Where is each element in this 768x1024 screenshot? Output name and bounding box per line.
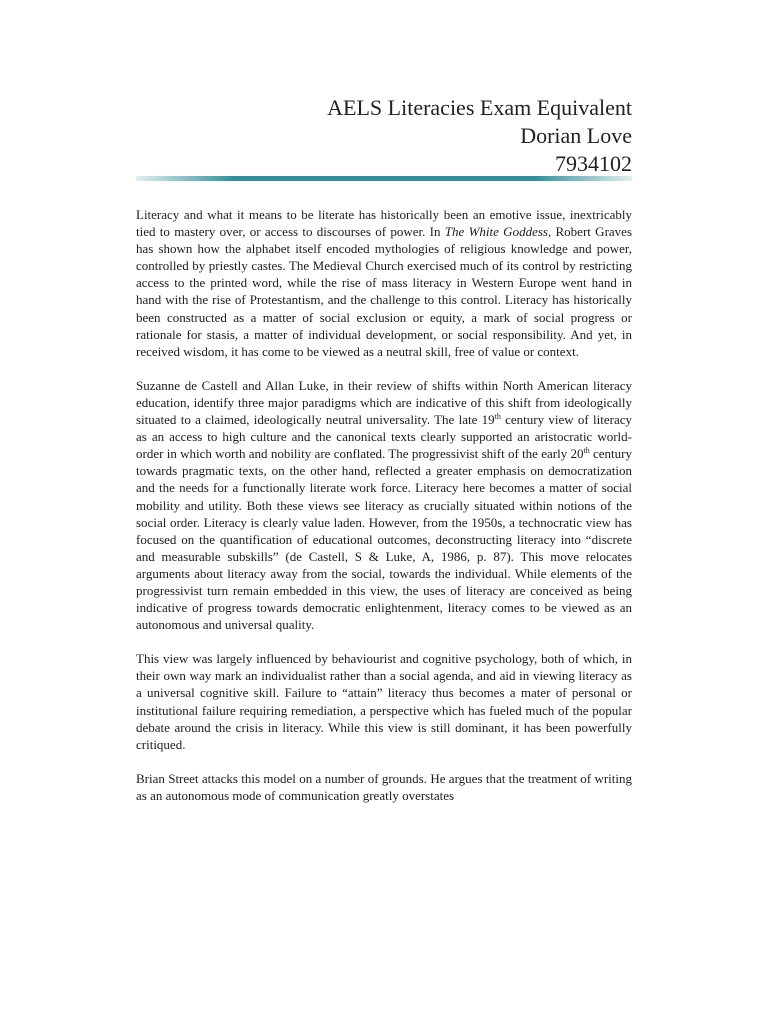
student-number: 7934102 <box>555 151 632 176</box>
paragraph-4: Brian Street attacks this model on a number of grounds. He argues that the treatment of writing as an autonomous mode of communication greatly overstates <box>136 770 632 803</box>
paragraph-2: Suzanne de Castell and Allan Luke, in their review of shifts within North American literacy education, identify three major paradigms which are indicative of this shift from ideologically situated to a claimed, ideologically neutral universality. The late 19th century view of literacy as an access to high culture and the canonical texts clearly supported an aristocratic world-order in which worth and nobility are conflated. The progressivist shift of the early 20th century towards pragmatic texts, on the other hand, reflected a greater emphasis on democratization and the needs for a functionally literate work force. Literacy here becomes a matter of social mobility and utility. Both these views see literacy as crucially situated within notions of the social order. Literacy is clearly value laden. However, from the 1950s, a technocratic view has focused on the quantification of educational outcomes, deconstructing literacy into “discrete and measurable subskills” (de Castell, S & Luke, A, 1986, p. 87). This move relocates arguments about literacy away from the social, towards the individual. While elements of the progressivist turn remain embedded in this view, the uses of literacy are conceived as being indicative of progress towards democratic enlightenment, literacy comes to be viewed as an autonomous and universal quality. <box>136 377 632 633</box>
author-name: Dorian Love <box>520 123 632 148</box>
document-header <box>327 94 632 178</box>
paragraph-3: This view was largely influenced by behaviourist and cognitive psychology, both of which, in their own way mark an individualist rather than a social agenda, and aid in viewing literacy as a universal cognitive skill. Failure to “attain” literacy thus becomes a mater of personal or institutional failure requiring remediation, a perspective which has fueled much of the popular debate around the crisis in literacy. While this view is still dominant, it has been powerfully critiqued. <box>136 651 632 752</box>
document-body <box>136 206 632 821</box>
paragraph-1: Literacy and what it means to be literate has historically been an emotive issue, inextricably tied to mastery over, or access to discourses of power. In The White Goddess, Robert Graves has shown how the alphabet itself encoded mythologies of religious knowledge and power, controlled by priestly castes. The Medieval Church exercised much of its control by restricting access to the printed word, while the rise of mass literacy in Western Europe went hand in hand with the rise of Protestantism, and the challenge to this control. Literacy has historically been constructed as a matter of social exclusion or equity, a mark of social progress or rationale for stasis, a matter of individual development, or social responsibility. And yet, in received wisdom, it has come to be viewed as a neutral skill, free of value or context. <box>136 207 633 359</box>
course-title: AELS Literacies Exam Equivalent <box>327 95 632 120</box>
book-title: The White Goddess <box>444 224 548 240</box>
header-divider <box>136 176 632 181</box>
